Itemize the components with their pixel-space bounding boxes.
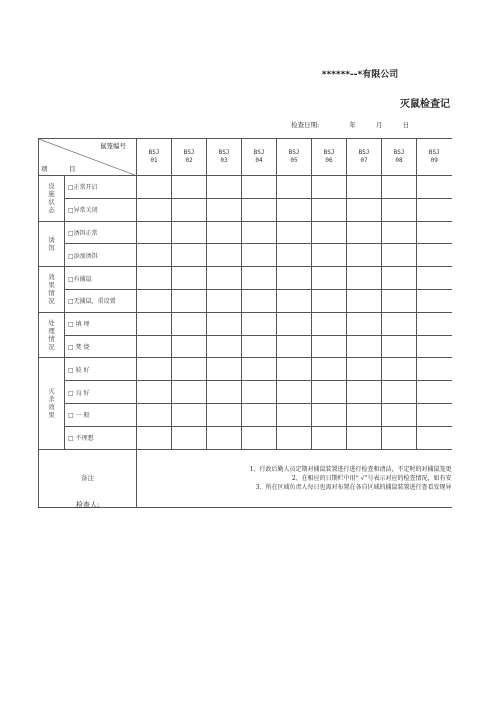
remarks-row: [39, 449, 452, 507]
table-row: [39, 176, 452, 199]
check-cell[interactable]: [277, 244, 312, 267]
checkbox-item[interactable]: □ 焚 烧: [65, 335, 137, 358]
check-cell[interactable]: [172, 198, 207, 221]
check-cell[interactable]: [207, 176, 242, 199]
check-cell[interactable]: [417, 289, 452, 312]
check-cell[interactable]: [277, 312, 312, 335]
check-cell[interactable]: [382, 176, 417, 199]
check-cell[interactable]: [382, 312, 417, 335]
check-cell[interactable]: [417, 358, 452, 381]
diagonal-header-cell: [39, 139, 137, 176]
col-header-1: BSJ 01: [137, 139, 172, 176]
check-cell[interactable]: [242, 267, 277, 290]
check-cell[interactable]: [382, 381, 417, 404]
check-cell[interactable]: [137, 358, 172, 381]
check-cell[interactable]: [347, 381, 382, 404]
checkbox-item[interactable]: □ 较 好: [65, 358, 137, 381]
check-cell[interactable]: [172, 403, 207, 426]
check-cell[interactable]: [347, 358, 382, 381]
check-cell[interactable]: [312, 426, 347, 449]
remark-line-1: 1、行政后勤人员定期对捕鼠装置进行进行检查和清洁，不定时的对捕鼠笼更: [249, 465, 452, 473]
check-cell[interactable]: [137, 289, 172, 312]
check-cell[interactable]: [207, 198, 242, 221]
table-row: [39, 244, 452, 267]
check-cell[interactable]: [347, 335, 382, 358]
check-cell[interactable]: [347, 244, 382, 267]
check-cell[interactable]: [277, 426, 312, 449]
check-cell[interactable]: [137, 403, 172, 426]
check-cell[interactable]: [312, 312, 347, 335]
check-cell[interactable]: [242, 289, 277, 312]
table-row: [39, 403, 452, 426]
check-cell[interactable]: [207, 426, 242, 449]
check-cell[interactable]: [347, 267, 382, 290]
inspection-date-row: [291, 120, 409, 129]
check-cell[interactable]: [242, 403, 277, 426]
check-cell[interactable]: [172, 312, 207, 335]
check-cell[interactable]: [382, 289, 417, 312]
check-cell[interactable]: [312, 289, 347, 312]
check-cell[interactable]: [417, 176, 452, 199]
company-name: ******--*有限公司: [321, 70, 399, 80]
document-title: 灭鼠检查记: [400, 99, 450, 110]
check-cell[interactable]: [137, 267, 172, 290]
check-cell[interactable]: [242, 244, 277, 267]
col-header-8: BSJ 08: [382, 139, 417, 176]
check-cell[interactable]: [207, 221, 242, 244]
check-cell[interactable]: [312, 198, 347, 221]
check-cell[interactable]: [172, 289, 207, 312]
checkbox-item[interactable]: □ 良 好: [65, 381, 137, 404]
table-row: [39, 267, 452, 290]
checkbox-item[interactable]: □添加诱饵: [65, 244, 137, 267]
check-cell[interactable]: [277, 198, 312, 221]
check-cell[interactable]: [382, 426, 417, 449]
check-cell[interactable]: [207, 312, 242, 335]
checkbox-item[interactable]: □ 不理想: [65, 426, 137, 449]
date-label: 检查日期:: [291, 121, 320, 129]
check-cell[interactable]: [312, 358, 347, 381]
check-cell[interactable]: [242, 176, 277, 199]
table-row: [39, 289, 452, 312]
check-cell[interactable]: [137, 244, 172, 267]
table-row: [39, 312, 452, 335]
check-cell[interactable]: [242, 198, 277, 221]
inspector-label: 检查人:: [76, 501, 100, 509]
col-header-3: BSJ 03: [207, 139, 242, 176]
check-cell[interactable]: [417, 221, 452, 244]
check-cell[interactable]: [277, 289, 312, 312]
check-cell[interactable]: [382, 403, 417, 426]
check-cell[interactable]: [312, 335, 347, 358]
check-cell[interactable]: [277, 381, 312, 404]
check-cell[interactable]: [382, 244, 417, 267]
col-header-6: BSJ 06: [312, 139, 347, 176]
check-cell[interactable]: [242, 221, 277, 244]
table-row: [39, 335, 452, 358]
section-label: 效 果 情 况: [39, 267, 65, 313]
check-cell[interactable]: [242, 312, 277, 335]
col-header-4: BSJ 04: [242, 139, 277, 176]
check-cell[interactable]: [382, 267, 417, 290]
check-cell[interactable]: [417, 198, 452, 221]
check-cell[interactable]: [137, 381, 172, 404]
item-header-right: 目: [69, 165, 76, 173]
check-cell[interactable]: [207, 267, 242, 290]
check-cell[interactable]: [137, 198, 172, 221]
check-cell[interactable]: [172, 176, 207, 199]
check-cell[interactable]: [312, 221, 347, 244]
check-cell[interactable]: [312, 267, 347, 290]
check-cell[interactable]: [172, 426, 207, 449]
check-cell[interactable]: [382, 358, 417, 381]
check-cell[interactable]: [172, 244, 207, 267]
check-cell[interactable]: [312, 244, 347, 267]
check-cell[interactable]: [172, 221, 207, 244]
check-cell[interactable]: [382, 198, 417, 221]
check-cell[interactable]: [242, 381, 277, 404]
check-cell[interactable]: [137, 335, 172, 358]
check-cell[interactable]: [207, 335, 242, 358]
check-cell[interactable]: [347, 289, 382, 312]
checkbox-item[interactable]: □有捕鼠: [65, 267, 137, 290]
header-row: [39, 139, 452, 176]
check-cell[interactable]: [417, 335, 452, 358]
check-cell[interactable]: [347, 312, 382, 335]
table-row: [39, 381, 452, 404]
check-cell[interactable]: [207, 358, 242, 381]
section-label: 灭 杀 效 果: [39, 358, 65, 449]
section-label: 诱 饵: [39, 221, 65, 267]
check-cell[interactable]: [137, 221, 172, 244]
checkbox-item[interactable]: □ 填 埋: [65, 312, 137, 335]
check-cell[interactable]: [417, 403, 452, 426]
check-cell[interactable]: [347, 403, 382, 426]
check-cell[interactable]: [312, 176, 347, 199]
remark-line-2: 2、在相应的日期栏中用“ √”号表示对应的检查情况，如有安: [291, 474, 452, 482]
check-cell[interactable]: [347, 176, 382, 199]
check-cell[interactable]: [277, 176, 312, 199]
date-day: 日: [402, 121, 410, 129]
section-label: 处 理 情 况: [39, 312, 65, 358]
check-cell[interactable]: [137, 312, 172, 335]
table-row: [39, 358, 452, 381]
check-cell[interactable]: [382, 335, 417, 358]
check-cell[interactable]: [207, 244, 242, 267]
checkbox-item[interactable]: □异常关闭: [65, 198, 137, 221]
check-cell[interactable]: [417, 244, 452, 267]
check-cell[interactable]: [312, 381, 347, 404]
check-cell[interactable]: [172, 381, 207, 404]
check-cell[interactable]: [347, 198, 382, 221]
check-cell[interactable]: [242, 426, 277, 449]
check-cell[interactable]: [137, 176, 172, 199]
check-cell[interactable]: [347, 221, 382, 244]
remarks-label: 备注: [39, 449, 137, 507]
table-row: [39, 221, 452, 244]
date-year: 年: [349, 121, 356, 129]
date-month: 月: [376, 121, 383, 129]
remarks-text: [137, 449, 452, 507]
cage-number-header: 鼠笼编号: [100, 142, 126, 150]
checkbox-item[interactable]: □无捕鼠，重设置: [65, 289, 137, 312]
check-cell[interactable]: [347, 426, 382, 449]
table-row: [39, 426, 452, 449]
section-label: 设 施 状 态: [39, 176, 65, 222]
table-row: [39, 198, 452, 221]
inspection-table: [38, 138, 452, 508]
check-cell[interactable]: [242, 335, 277, 358]
item-header-left: 项: [41, 165, 48, 173]
check-cell[interactable]: [207, 403, 242, 426]
check-cell[interactable]: [277, 358, 312, 381]
check-cell[interactable]: [277, 403, 312, 426]
check-cell[interactable]: [382, 221, 417, 244]
check-cell[interactable]: [417, 267, 452, 290]
check-cell[interactable]: [207, 381, 242, 404]
check-cell[interactable]: [207, 289, 242, 312]
check-cell[interactable]: [172, 335, 207, 358]
check-cell[interactable]: [137, 426, 172, 449]
checkbox-item[interactable]: □正常开启: [65, 176, 137, 199]
check-cell[interactable]: [242, 358, 277, 381]
check-cell[interactable]: [172, 267, 207, 290]
remark-line-3: 3、所在区域负责人每日也需对布置在各自区域的捕鼠装置进行查看发现异: [255, 483, 452, 491]
check-cell[interactable]: [417, 381, 452, 404]
col-header-2: BSJ 02: [172, 139, 207, 176]
check-cell[interactable]: [277, 221, 312, 244]
check-cell[interactable]: [417, 426, 452, 449]
col-header-9: BSJ 09: [417, 139, 452, 176]
checkbox-item[interactable]: □ 一 般: [65, 403, 137, 426]
check-cell[interactable]: [417, 312, 452, 335]
check-cell[interactable]: [172, 358, 207, 381]
col-header-5: BSJ 05: [277, 139, 312, 176]
col-header-7: BSJ 07: [347, 139, 382, 176]
check-cell[interactable]: [312, 403, 347, 426]
checkbox-item[interactable]: □诱饵正常: [65, 221, 137, 244]
check-cell[interactable]: [277, 267, 312, 290]
check-cell[interactable]: [277, 335, 312, 358]
